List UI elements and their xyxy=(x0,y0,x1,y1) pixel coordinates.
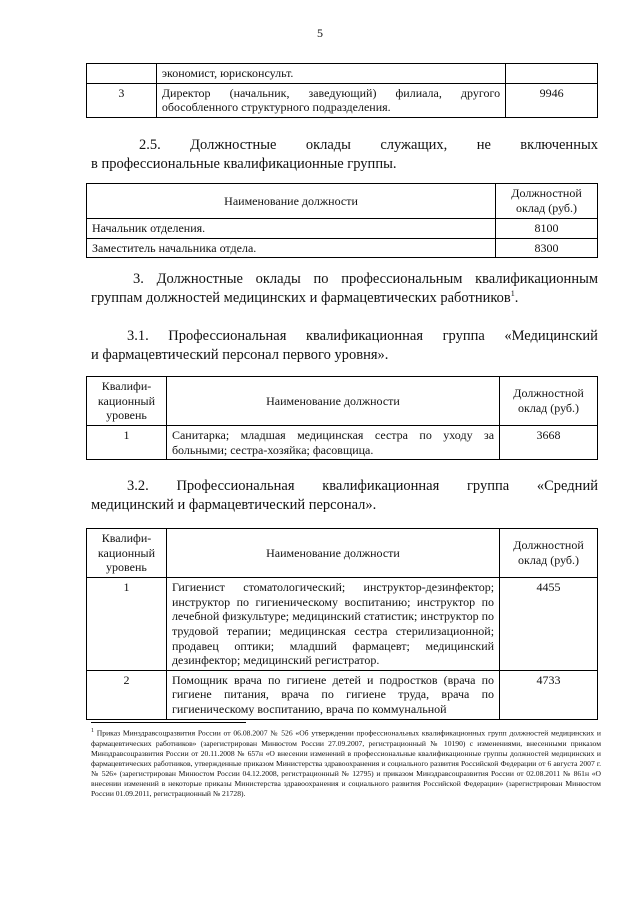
section-heading-3-2 xyxy=(91,477,598,515)
qualification-level: 2 xyxy=(87,670,167,719)
heading-line xyxy=(91,327,598,346)
column-header-salary: Должностной оклад (руб.) xyxy=(500,529,598,578)
table-row xyxy=(87,426,598,460)
heading-word: оклады xyxy=(305,137,351,153)
position-name: Санитарка; младшая медицинская сестра по уходу за больными; сестра-хозяйка; фасовщица. xyxy=(166,426,499,460)
salary-value xyxy=(506,64,598,84)
heading-line: и фармацевтический персонал первого уровня». xyxy=(91,346,389,363)
table-medical-middle xyxy=(86,528,598,720)
salary-value: 9946 xyxy=(506,83,598,117)
heading-word: Профессиональная xyxy=(168,328,287,344)
position-name: экономист, юрисконсульт. xyxy=(156,64,505,84)
table-row xyxy=(87,238,598,258)
column-header-name: Наименование должности xyxy=(87,184,496,219)
table-unclassified-positions xyxy=(86,183,598,258)
qualification-level: 1 xyxy=(87,426,167,460)
table-row xyxy=(87,219,598,239)
heading-word: группа xyxy=(466,478,510,494)
position-name: Директор (начальник, заведующий) филиала, другого обособленного структурного подразделения. xyxy=(156,83,505,117)
heading-line xyxy=(91,477,598,496)
heading-line: в профессиональные квалификационные группы. xyxy=(91,155,397,172)
table-row xyxy=(87,578,598,671)
salary-value: 3668 xyxy=(500,426,598,460)
heading-text: . xyxy=(514,289,519,306)
footnote-text: Приказ Минздравсоцразвития России от 06.08.2007 № 526 «Об утверждении профессиональных квалификационных групп должностей медицинских и фармацевтических работников» (зарегистрирован Минюстом России 27.09.2007, регистрационный № 10190) с изменениями, внесенными приказом Минздравсоцразвития России от 20.11.2008 № 657н «О внесении изменений в профессиональные квалификационные группы должностей медицинских и фармацевтических работников, утвержденные приказом Министерства здравоохранения и социального развития Российской Федерации от 6 августа 2007 г. № 526» (зарегистрирован Минюстом России 04.12.2008, регистрационный № 12795) и приказом Минздравсоцразвития России от 02.08.2011 № 861н «О внесении изменений в некоторые приказы Министерства здравоохранения и социального развития Российской Федерации» (зарегистрирован Минюстом России 01.09.2011, регистрационный № 21728). xyxy=(91,728,601,799)
footnote-mark: 1 xyxy=(510,289,515,299)
salary-value: 8300 xyxy=(496,238,598,258)
heading-word: 2.5. xyxy=(139,137,161,153)
row-number: 3 xyxy=(87,83,157,117)
column-header-name: Наименование должности xyxy=(166,377,499,426)
heading-line: 3. Должностные оклады по профессиональным квалификационным xyxy=(133,271,598,287)
position-name: Гигиенист стоматологический; инструктор-дезинфектор; инструктор по гигиеническому воспитанию; инструктор по лечебной физкультуре; медицинский статистик; инструктор по трудовой терапии; медицинская сестра стерилизационной; продавец оптики; младший фармацевт; медицинский дезинфектор; медицинский регистратор. xyxy=(166,578,499,671)
heading-word: квалификационная xyxy=(322,478,440,494)
heading-word: 3.2. xyxy=(127,478,149,494)
table-header-row xyxy=(87,377,598,426)
position-name: Начальник отделения. xyxy=(87,219,496,239)
page-number: 5 xyxy=(317,26,323,40)
heading-word: Профессиональная xyxy=(176,478,295,494)
heading-line xyxy=(91,136,598,155)
table-row xyxy=(87,64,598,84)
table-row xyxy=(87,670,598,719)
footnote xyxy=(91,728,601,799)
column-header-salary: Должностной оклад (руб.) xyxy=(500,377,598,426)
position-name: Помощник врача по гигиене детей и подростков (врача по гигиене питания, врача по гигиене труда, врача по гигиеническому воспитанию, врача по коммунальной xyxy=(166,670,499,719)
heading-word: «Медицинский xyxy=(504,328,598,344)
section-heading-3 xyxy=(91,270,598,308)
position-name: Заместитель начальника отдела. xyxy=(87,238,496,258)
section-heading-3-1 xyxy=(91,327,598,365)
heading-word: «Средний xyxy=(536,478,598,494)
column-header-name: Наименование должности xyxy=(166,529,499,578)
footnote-mark: 1 xyxy=(91,728,94,734)
heading-word: включенных xyxy=(520,137,598,153)
salary-value: 4733 xyxy=(500,670,598,719)
heading-word: группа xyxy=(442,328,485,344)
qualification-level: 1 xyxy=(87,578,167,671)
footnote-divider xyxy=(91,722,246,723)
column-header-salary: Должностной оклад (руб.) xyxy=(496,184,598,219)
heading-text: группам должностей медицинских и фармацевтических работников xyxy=(91,289,511,306)
row-number xyxy=(87,64,157,84)
table-row xyxy=(87,83,598,117)
salary-value: 8100 xyxy=(496,219,598,239)
heading-word: 3.1. xyxy=(127,328,149,344)
column-header-level: Квалифи-кационный уровень xyxy=(87,377,167,426)
heading-line xyxy=(91,289,598,308)
section-heading-2-5 xyxy=(91,136,598,174)
salary-value: 4455 xyxy=(500,578,598,671)
table-continued xyxy=(86,63,598,118)
table-header-row xyxy=(87,529,598,578)
heading-word: квалификационная xyxy=(305,328,424,344)
heading-word: Должностные xyxy=(190,137,277,153)
column-header-level: Квалифи-кационный уровень xyxy=(87,529,167,578)
table-header-row xyxy=(87,184,598,219)
heading-line: медицинский и фармацевтический персонал». xyxy=(91,496,377,513)
heading-word: служащих, xyxy=(380,137,448,153)
table-medical-level-1 xyxy=(86,376,598,460)
heading-word: не xyxy=(476,137,491,153)
